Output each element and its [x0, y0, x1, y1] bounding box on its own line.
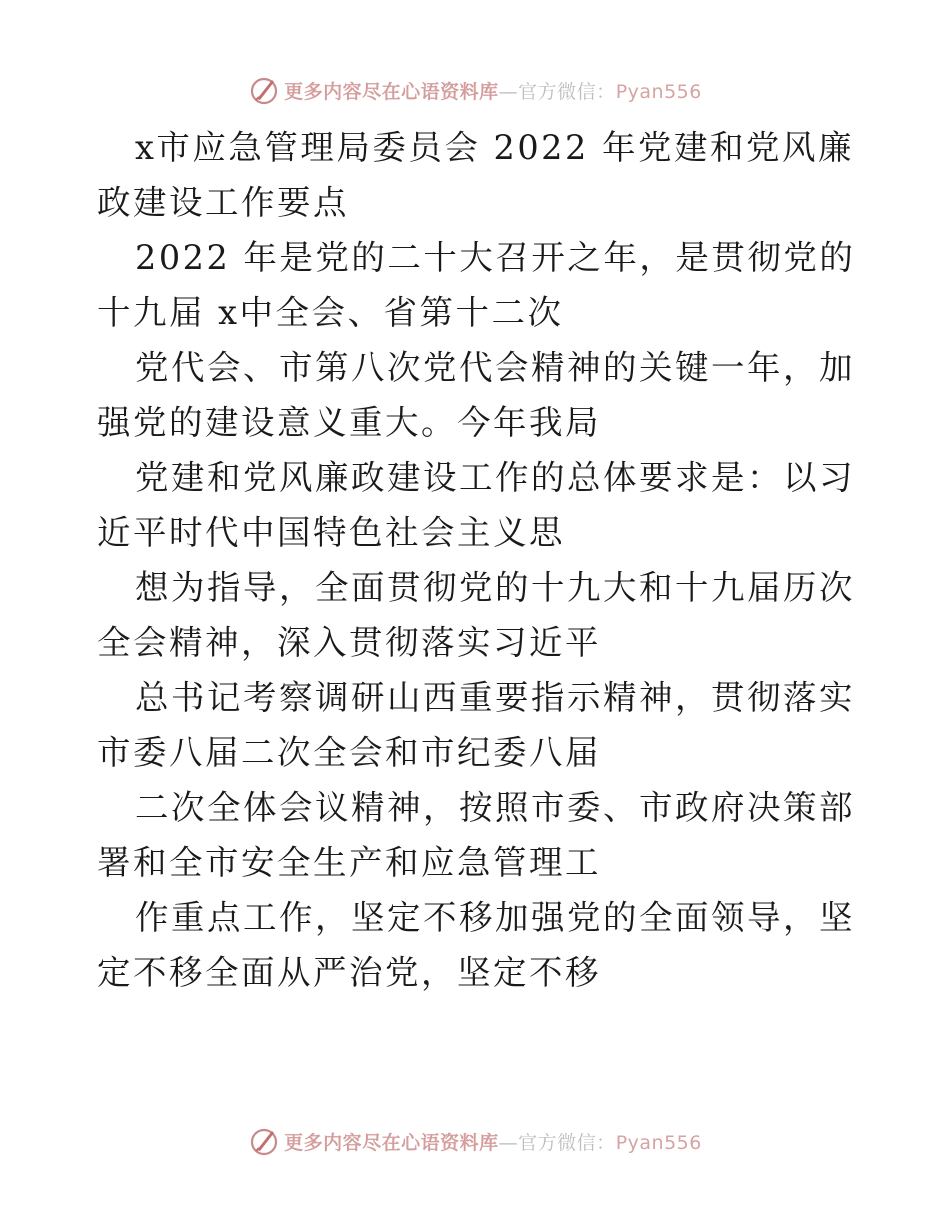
banner-wechat-label: 官方微信：	[518, 1131, 616, 1154]
footer-banner	[0, 1121, 950, 1161]
banner-wechat-id: Pyan556	[615, 80, 702, 103]
header-banner	[0, 70, 950, 110]
document-paragraph: 二次全体会议精神，按照市委、市政府决策部署和全市安全生产和应急管理工	[97, 788, 855, 882]
quill-pen-logo-icon	[248, 74, 280, 106]
banner-slogan: 更多内容尽在心语资料库	[284, 1131, 499, 1154]
document-paragraph: 总书记考察调研山西重要指示精神，贯彻落实市委八届二次全会和市纪委八届	[97, 678, 855, 772]
banner-wechat-label: 官方微信：	[518, 80, 616, 103]
footer-banner-text	[284, 1128, 702, 1155]
quill-pen-logo-icon	[248, 1125, 280, 1157]
document-body	[97, 120, 857, 1000]
document-title: x市应急管理局委员会 2022 年党建和党风廉政建设工作要点	[97, 128, 854, 222]
banner-dash: —	[498, 80, 519, 103]
header-banner-text	[284, 77, 702, 104]
banner-dash: —	[498, 1131, 519, 1154]
document-paragraph: 党建和党风廉政建设工作的总体要求是：以习近平时代中国特色社会主义思	[97, 458, 855, 552]
document-paragraph: 党代会、市第八次党代会精神的关键一年，加强党的建设意义重大。今年我局	[97, 348, 855, 442]
banner-wechat-id: Pyan556	[615, 1131, 702, 1154]
document-paragraph: 作重点工作，坚定不移加强党的全面领导，坚定不移全面从严治党，坚定不移	[97, 898, 855, 992]
banner-slogan: 更多内容尽在心语资料库	[284, 80, 499, 103]
document-paragraph: 2022 年是党的二十大召开之年，是贯彻党的十九届 x中全会、省第十二次	[97, 238, 856, 332]
document-paragraph: 想为指导，全面贯彻党的十九大和十九届历次全会精神，深入贯彻落实习近平	[97, 568, 855, 662]
